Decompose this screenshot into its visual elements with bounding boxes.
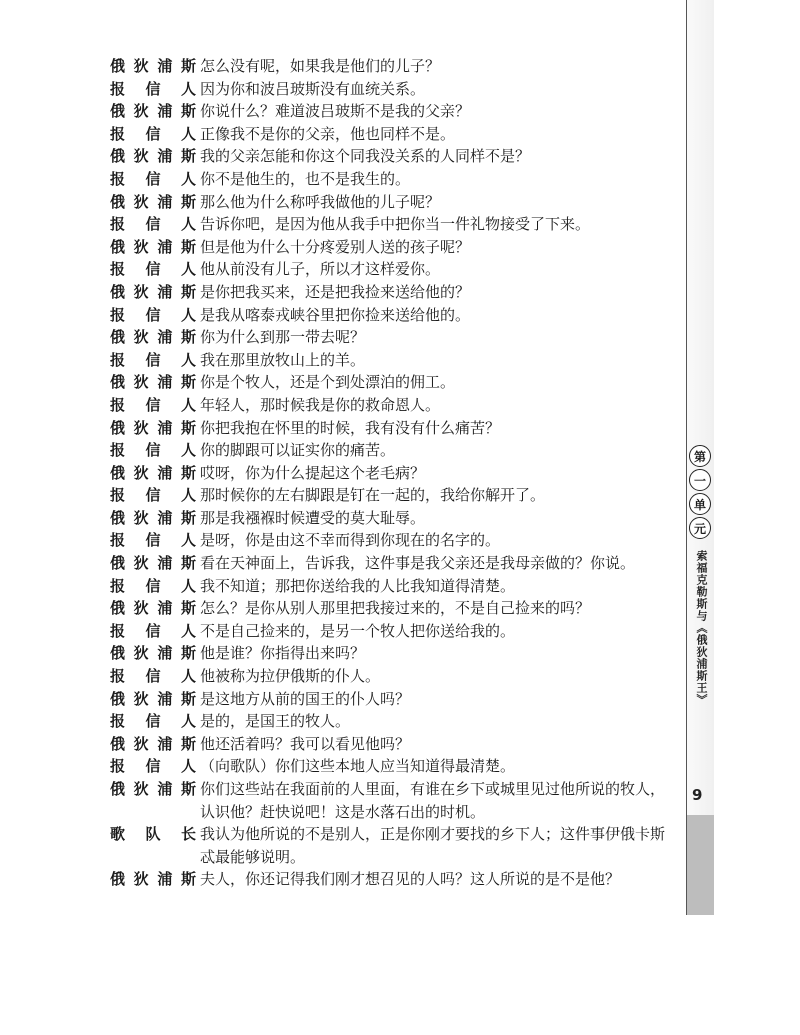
dialogue-text: 你是个牧人，还是个到处漂泊的佣工。	[200, 373, 456, 392]
dialogue-line	[110, 417, 670, 440]
speaker-name: 报 信 人	[110, 350, 196, 369]
dialogue-line	[110, 304, 670, 327]
speaker-name: 俄 狄 浦 斯	[110, 102, 196, 121]
dialogue-line	[110, 78, 670, 101]
speaker-name: 报 信 人	[110, 215, 196, 234]
dialogue-line	[110, 123, 670, 146]
dialogue-line	[110, 191, 670, 214]
dialogue-line	[110, 213, 670, 236]
side-shade	[687, 815, 714, 915]
dialogue-text: 看在天神面上，告诉我，这件事是我父亲还是我母亲做的？你说。	[200, 554, 636, 573]
speaker-name: 俄 狄 浦 斯	[110, 554, 196, 573]
unit-char: 元	[689, 517, 711, 539]
speaker-name: 报 信 人	[110, 260, 196, 279]
speaker-name: 歌 队 长	[110, 825, 196, 844]
speaker-name: 俄 狄 浦 斯	[110, 147, 196, 166]
dialogue-line	[110, 597, 670, 620]
speaker-name: 俄 狄 浦 斯	[110, 734, 196, 753]
speaker-name: 报 信 人	[110, 305, 196, 324]
dialogue-text: 你不是他生的，也不是我生的。	[200, 169, 411, 188]
dialogue-text: 我在那里放牧山上的羊。	[200, 350, 366, 369]
dialogue-text: 他是谁？你指得出来吗？	[200, 644, 366, 663]
speaker-name: 俄 狄 浦 斯	[110, 57, 196, 75]
dialogue-text: 你说什么？难道波吕玻斯不是我的父亲？	[200, 102, 471, 121]
dialogue-text: 那么他为什么称呼我做他的儿子呢？	[200, 192, 441, 211]
speaker-name: 报 信 人	[110, 395, 196, 414]
dialogue-line	[110, 868, 670, 891]
unit-char: 一	[689, 469, 711, 491]
dialogue-text: 他还活着吗？我可以看见他吗？	[200, 734, 411, 753]
dialogue-line	[110, 710, 670, 733]
dialogue-text: （向歌队）你们这些本地人应当知道得最清楚。	[200, 757, 516, 776]
dialogue-line	[110, 620, 670, 643]
dialogue-line	[110, 439, 670, 462]
speaker-name: 报 信 人	[110, 667, 196, 686]
speaker-name: 报 信 人	[110, 486, 196, 505]
dialogue-text: 夫人，你还记得我们刚才想召见的人吗？这人所说的是不是他？	[200, 870, 621, 889]
dialogue-text: 怎么没有呢，如果我是他们的儿子？	[200, 57, 441, 75]
dialogue-text: 是的，是国王的牧人。	[200, 712, 351, 731]
speaker-name: 报 信 人	[110, 441, 196, 460]
dialogue-text: 但是他为什么十分疼爱别人送的孩子呢？	[200, 237, 471, 256]
dialogue-line	[110, 100, 670, 123]
dialogue-line	[110, 552, 670, 575]
speaker-name: 俄 狄 浦 斯	[110, 373, 196, 392]
dialogue-line	[110, 168, 670, 191]
dialogue-text: 你为什么到那一带去呢？	[200, 328, 366, 347]
speaker-name: 报 信 人	[110, 169, 196, 188]
speaker-name: 俄 狄 浦 斯	[110, 328, 196, 347]
dialogue-text: 是呀，你是由这不幸而得到你现在的名字的。	[200, 531, 501, 550]
speaker-name: 俄 狄 浦 斯	[110, 644, 196, 663]
speaker-name: 俄 狄 浦 斯	[110, 780, 196, 798]
dialogue-line	[110, 778, 670, 823]
dialogue-line	[110, 349, 670, 372]
dialogue-line	[110, 507, 670, 530]
dialogue-text: 哎呀，你为什么提起这个老毛病？	[200, 463, 426, 482]
dialogue-text: 不是自己捡来的，是另一个牧人把你送给我的。	[200, 621, 516, 640]
speaker-name: 报 信 人	[110, 531, 196, 550]
speaker-name: 俄 狄 浦 斯	[110, 689, 196, 708]
unit-char: 单	[689, 493, 711, 515]
speaker-name: 报 信 人	[110, 621, 196, 640]
dialogue-text: 正像我不是你的父亲，他也同样不是。	[200, 124, 456, 143]
dialogue-line	[110, 529, 670, 552]
dialogue-line	[110, 575, 670, 598]
speaker-name: 报 信 人	[110, 576, 196, 595]
side-rule	[686, 0, 687, 915]
page-number: 9	[692, 786, 703, 804]
dialogue-line	[110, 394, 670, 417]
dialogue-text: 你的脚跟可以证实你的痛苦。	[200, 441, 396, 460]
dialogue-line	[110, 823, 670, 868]
dialogue-text: 那时候你的左右脚跟是钉在一起的，我给你解开了。	[200, 486, 546, 505]
dialogue-text: 我不知道；那把你送给我的人比我知道得清楚。	[200, 576, 516, 595]
dialogue-line	[110, 688, 670, 711]
dialogue-text: 他被称为拉伊俄斯的仆人。	[200, 667, 381, 686]
speaker-name: 报 信 人	[110, 757, 196, 776]
dialogue-text: 我认为他所说的不是别人，正是你刚才要找的乡下人；这件事伊俄卡斯忒最能够说明。	[200, 825, 666, 866]
dialogue-text: 怎么？是你从别人那里把我接过来的，不是自己捡来的吗？	[200, 599, 591, 618]
unit-char: 第	[689, 445, 711, 467]
speaker-name: 报 信 人	[110, 124, 196, 143]
dialogue-block	[110, 55, 670, 891]
chapter-title: 索福克勒斯与《俄狄浦斯王》	[695, 550, 708, 706]
dialogue-text: 是你把我买来，还是把我捡来送给他的？	[200, 282, 471, 301]
speaker-name: 俄 狄 浦 斯	[110, 237, 196, 256]
dialogue-line	[110, 733, 670, 756]
dialogue-line	[110, 55, 670, 78]
dialogue-text: 你们这些站在我面前的人里面，有谁在乡下或城里见过他所说的牧人，认识他？赶快说吧！这是水落石出的时机。	[200, 780, 666, 821]
dialogue-line	[110, 258, 670, 281]
dialogue-line	[110, 462, 670, 485]
speaker-name: 俄 狄 浦 斯	[110, 870, 196, 889]
dialogue-text: 是我从喀泰戎峡谷里把你捡来送给他的。	[200, 305, 471, 324]
speaker-name: 俄 狄 浦 斯	[110, 282, 196, 301]
dialogue-line	[110, 665, 670, 688]
dialogue-line	[110, 755, 670, 778]
dialogue-line	[110, 484, 670, 507]
speaker-name: 俄 狄 浦 斯	[110, 508, 196, 527]
dialogue-text: 是这地方从前的国王的仆人吗？	[200, 689, 411, 708]
dialogue-text: 因为你和波吕玻斯没有血统关系。	[200, 79, 426, 98]
dialogue-line	[110, 326, 670, 349]
dialogue-text: 我的父亲怎能和你这个同我没关系的人同样不是？	[200, 147, 531, 166]
unit-badge	[689, 445, 711, 539]
speaker-name: 报 信 人	[110, 79, 196, 98]
dialogue-text: 他从前没有儿子，所以才这样爱你。	[200, 260, 441, 279]
speaker-name: 俄 狄 浦 斯	[110, 599, 196, 618]
speaker-name: 俄 狄 浦 斯	[110, 192, 196, 211]
dialogue-line	[110, 236, 670, 259]
dialogue-text: 年轻人，那时候我是你的救命恩人。	[200, 395, 441, 414]
dialogue-text: 告诉你吧，是因为他从我手中把你当一件礼物接受了下来。	[200, 215, 591, 234]
dialogue-text: 你把我抱在怀里的时候，我有没有什么痛苦？	[200, 418, 501, 437]
speaker-name: 俄 狄 浦 斯	[110, 463, 196, 482]
dialogue-line	[110, 642, 670, 665]
dialogue-text: 那是我襁褓时候遭受的莫大耻辱。	[200, 508, 426, 527]
dialogue-line	[110, 371, 670, 394]
speaker-name: 报 信 人	[110, 712, 196, 731]
dialogue-line	[110, 145, 670, 168]
dialogue-line	[110, 281, 670, 304]
speaker-name: 俄 狄 浦 斯	[110, 418, 196, 437]
